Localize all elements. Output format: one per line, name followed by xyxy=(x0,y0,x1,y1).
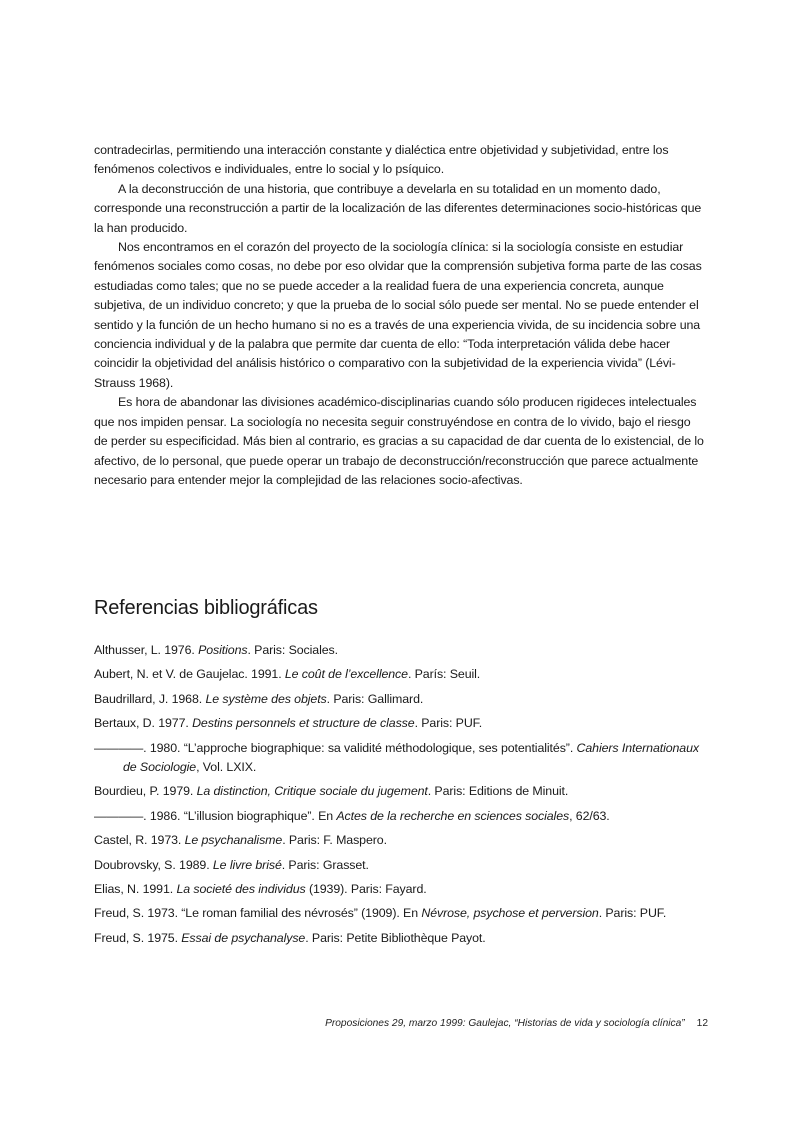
reference-item xyxy=(94,856,706,875)
reference-item xyxy=(94,929,706,948)
reference-publisher: , Vol. LXIX. xyxy=(196,760,257,775)
page-number: 12 xyxy=(696,1018,708,1029)
reference-title: Névrose, psychose et perversion xyxy=(421,906,599,921)
paragraph: Es hora de abandonar las divisiones académico-disciplinarias cuando sólo producen rigideces intelectuales que nos impiden pensar. La sociología no necesita seguir construyéndose en contra de lo vivido, bajo el riesgo de perder su especificidad. Más bien al contrario, es gracias a su capacidad de dar cuenta de lo existencial, de lo afectivo, de lo personal, que puede operar un trabajo de deconstrucción/reconstrucción que parece actualmente necesario para entender mejor la complejidad de las relaciones socio-afectivas. xyxy=(94,395,704,487)
reference-item xyxy=(94,690,706,709)
reference-item xyxy=(94,665,706,684)
reference-publisher: . Paris: Petite Bibliothèque Payot. xyxy=(305,930,486,945)
reference-title: Le système des objets xyxy=(205,691,327,706)
reference-author: ————. 1980. “L’approche biographique: sa validité méthodologique, ses potentialités”. xyxy=(94,740,577,755)
reference-title: Actes de la recherche en sciences sociales xyxy=(336,808,570,823)
reference-publisher: . Paris: PUF. xyxy=(414,716,483,731)
reference-author: Bertaux, D. 1977. xyxy=(94,716,193,731)
reference-author: Aubert, N. et V. de Gaujelac. 1991. xyxy=(94,667,285,682)
reference-publisher: (1939). Paris: Fayard. xyxy=(305,882,427,897)
references-heading: Referencias bibliográficas xyxy=(94,597,318,619)
reference-author: Freud, S. 1973. “Le roman familial des névrosés” (1909). En xyxy=(94,906,422,921)
reference-author: Castel, R. 1973. xyxy=(94,833,185,848)
reference-title: La distinction, Critique sociale du jugement xyxy=(196,784,428,799)
body-text xyxy=(94,141,706,490)
reference-author: Elias, N. 1991. xyxy=(94,882,177,897)
reference-item xyxy=(94,641,706,660)
reference-title: Le coût de l’excellence xyxy=(284,667,408,682)
reference-publisher: . Paris: Grasset. xyxy=(281,857,369,872)
reference-author: Doubrovsky, S. 1989. xyxy=(94,857,213,872)
reference-publisher: . París: Seuil. xyxy=(407,667,481,682)
reference-item xyxy=(94,782,706,801)
reference-title: Cahiers Internationaux de Sociologie xyxy=(123,740,699,775)
paragraph: A la deconstrucción de una historia, que contribuye a develarla en su totalidad en un momento dado, corresponde una reconstrucción a partir de la localización de las diferentes determinaciones socio-históricas que la han producido. xyxy=(94,181,702,235)
paragraph: Nos encontramos en el corazón del proyecto de la sociología clínica: si la sociología consiste en estudiar fenómenos sociales como cosas, no debe por eso olvidar que la comprensión subjetiva forma parte de las cosas estudiadas como tales; que no se puede acceder a la realidad fuera de una experiencia concreta, aunque subjetiva, de un individuo concreto; y que la prueba de lo social sólo puede ser mental. No se puede entender el sentido y la función de un hecho humano si no es a través de una experiencia vivida, de su incidencia sobre una conciencia individual y de la palabra que permite dar cuenta de ello: “Toda interpretación válida debe hacer coincidir la objetividad del análisis histórico o comparativo con la subjetividad de la experiencia vivida” (Lévi-Strauss 1968). xyxy=(94,240,702,390)
reference-item xyxy=(94,739,706,778)
reference-author: ————. 1986. “L’illusion biographique”. En xyxy=(94,808,337,823)
reference-item xyxy=(94,714,706,733)
reference-publisher: . Paris: PUF. xyxy=(598,906,667,921)
reference-item xyxy=(94,880,706,899)
reference-item xyxy=(94,807,706,826)
reference-title: Essai de psychanalyse xyxy=(181,930,306,945)
reference-publisher: . Paris: Gallimard. xyxy=(326,691,424,706)
reference-title: Positions xyxy=(198,643,248,657)
reference-title: Le psychanalisme xyxy=(184,833,283,848)
paragraph: contradecirlas, permitiendo una interacción constante y dialéctica entre objetividad y subjetividad, entre los fenómenos colectivos e individuales, entre lo social y lo psíquico. xyxy=(94,143,669,177)
reference-author: Baudrillard, J. 1968. xyxy=(94,691,206,706)
reference-publisher: . Paris: Editions de Minuit. xyxy=(427,784,569,799)
reference-title: Le livre brisé xyxy=(212,857,282,872)
page-footer xyxy=(325,1018,708,1029)
reference-title: La societé des individus xyxy=(176,882,306,897)
footer-source: Proposiciones 29, marzo 1999: Gaulejac, “Historias de vida y sociología clínica” xyxy=(325,1018,685,1029)
reference-title: Destins personnels et structure de classe xyxy=(192,716,415,731)
reference-publisher: . Paris: F. Maspero. xyxy=(282,833,387,848)
reference-item xyxy=(94,831,706,850)
reference-author: Althusser, L. 1976. xyxy=(94,643,199,657)
reference-publisher: , 62/63. xyxy=(569,808,610,823)
references-list xyxy=(94,641,706,953)
reference-author: Freud, S. 1975. xyxy=(94,930,182,945)
reference-item xyxy=(94,904,706,923)
reference-author: Bourdieu, P. 1979. xyxy=(94,784,197,799)
reference-publisher: . Paris: Sociales. xyxy=(247,643,338,657)
